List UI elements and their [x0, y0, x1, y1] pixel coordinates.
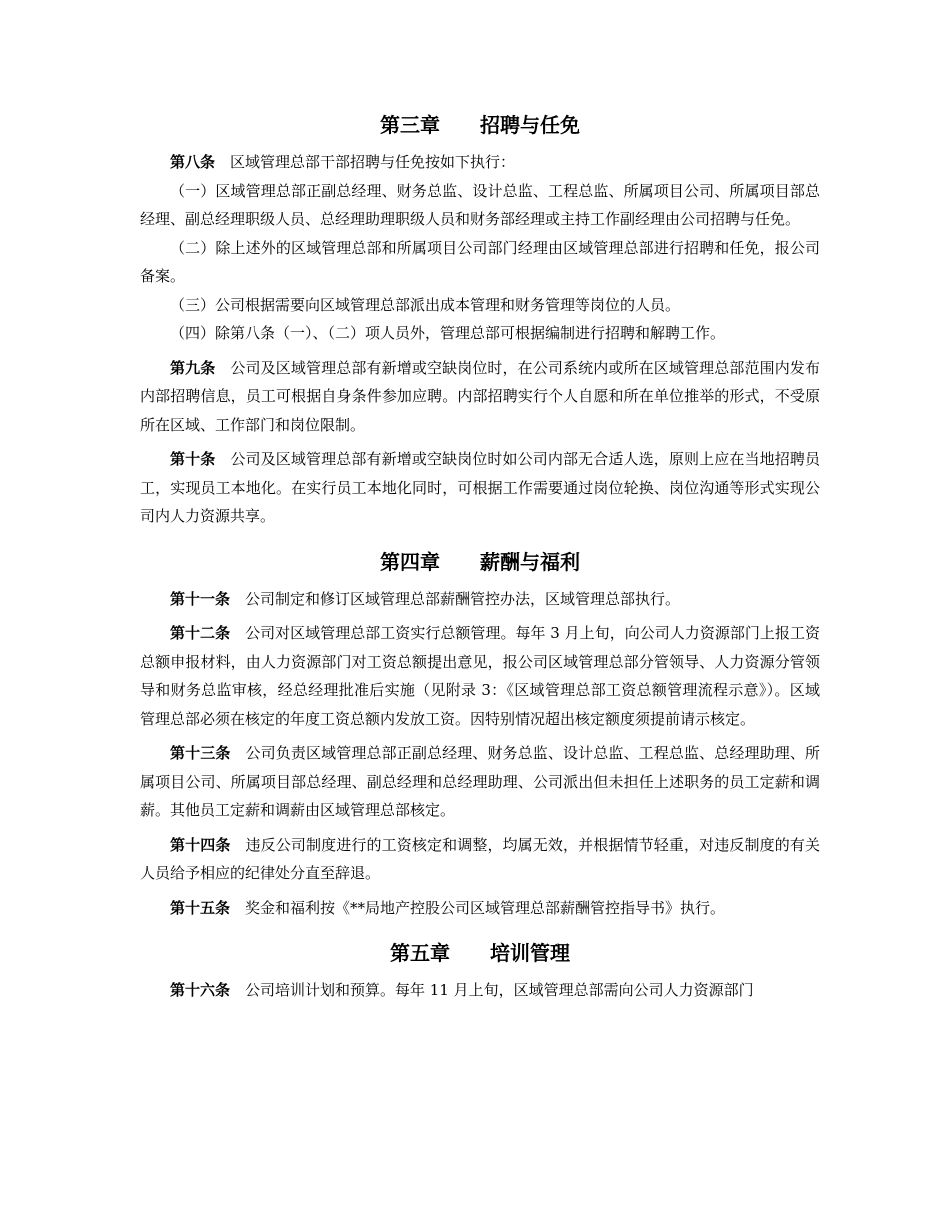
article-8-item-1: （一）区域管理总部正副总经理、财务总监、设计总监、工程总监、所属项目公司、所属项目部总经理、副总经理职级人员、总经理助理职级人员和财务部经理或主持工作副经理由公司招聘与任免。 — [140, 181, 820, 228]
chapter-heading: 第五章 培训管理 — [390, 941, 570, 965]
article-13 — [140, 739, 820, 825]
article-text: 公司培训计划和预算。每年 11 月上旬，区域管理总部需向公司人力资源部门 — [245, 981, 754, 999]
article-number: 第十一条 — [170, 589, 231, 608]
article-8 — [140, 148, 820, 177]
article-8-item-4: （四）除第八条（一）、（二）项人员外，管理总部可根据编制进行招聘和解聘工作。 — [170, 324, 726, 342]
article-number: 第九条 — [170, 358, 216, 377]
article-14 — [140, 831, 820, 888]
article-text: 奖金和福利按《**局地产控股公司区域管理总部薪酬管控指导书》执行。 — [245, 898, 726, 917]
article-text: 公司制定和修订区域管理总部薪酬管控办法，区域管理总部执行。 — [245, 589, 681, 608]
article-15 — [140, 894, 820, 923]
article-10 — [140, 445, 820, 531]
article-number: 第十六条 — [170, 981, 231, 999]
article-11 — [140, 585, 820, 614]
article-8-item-3: （三）公司根据需要向区域管理总部派出成本管理和财务管理等岗位的人员。 — [170, 295, 681, 314]
article-16 — [140, 976, 820, 1005]
chapter-heading: 第四章 薪酬与福利 — [380, 549, 580, 574]
article-text: 区域管理总部干部招聘与任免按如下执行： — [230, 153, 516, 171]
article-8-item-2: （二）除上述外的区域管理总部和所属项目公司部门经理由区域管理总部进行招聘和任免，报公司备案。 — [140, 238, 820, 285]
article-text: 公司对区域管理总部工资实行总额管理。每年 3 月上旬，向公司人力资源部门上报工资总额申报材料，由人力资源部门对工资总额提出意见，报公司区域管理总部分管领导、人力资源分管领导和财务总监审核，经总经理批准后实施（见附录 3：《区域管理总部工资总额管理流程示意》）。区域管理总部必须在核定的年度工资总额内发放工资。因特别情况超出核定额度须提前请示核定。 — [140, 624, 820, 728]
article-text: 公司及区域管理总部有新增或空缺岗位时，在公司系统内或所在区域管理总部范围内发布内部招聘信息，员工可根据自身条件参加应聘。内部招聘实行个人自愿和所在单位推举的形式，不受原所在区域、工作部门和岗位限制。 — [140, 358, 820, 434]
chapter-heading: 第三章 招聘与任免 — [380, 113, 580, 137]
article-9 — [140, 354, 820, 440]
article-text: 公司负责区域管理总部正副总经理、财务总监、设计总监、工程总监、总经理助理、所属项目公司、所属项目部总经理、副总经理和总经理助理、公司派出但未担任上述职务的员工定薪和调薪。其他员工定薪和调薪由区域管理总部核定。 — [140, 744, 820, 819]
article-text: 违反公司制度进行的工资核定和调整，均属无效，并根据情节轻重，对违反制度的有关人员给予相应的纪律处分直至辞退。 — [140, 835, 820, 882]
article-text: 公司及区域管理总部有新增或空缺岗位时如公司内部无合适人选，原则上应在当地招聘员工，实现员工本地化。在实行员工本地化同时，可根据工作需要通过岗位轮换、岗位沟通等形式实现公司内人力资源共享。 — [140, 450, 820, 525]
article-number: 第十二条 — [170, 624, 231, 642]
article-number: 第十条 — [170, 450, 216, 468]
document-page — [140, 108, 820, 1005]
article-number: 第八条 — [170, 153, 216, 171]
article-number: 第十五条 — [170, 898, 231, 917]
article-number: 第十四条 — [170, 835, 231, 854]
article-12 — [140, 619, 820, 733]
article-number: 第十三条 — [170, 744, 231, 762]
